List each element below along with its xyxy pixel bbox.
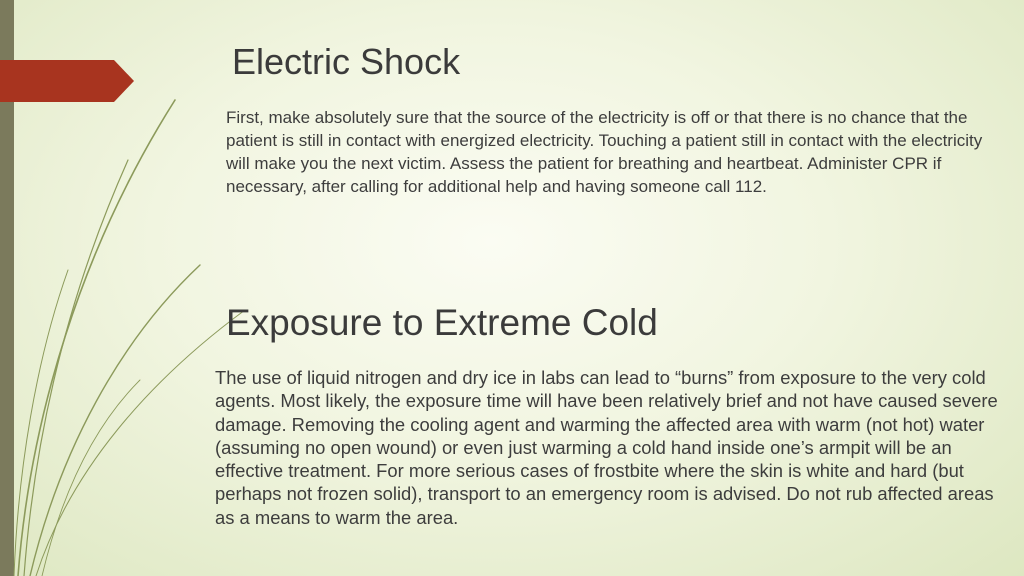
- accent-arrow-shape: [0, 60, 134, 102]
- extreme-cold-paragraph: The use of liquid nitrogen and dry ice in labs can lead to “burns” from exposure to the very cold agents. Most likely, the exposure time will have been relatively brief and not have caused severe damage. Removing the cooling agent and warming the affected area with warm (not hot) water (assuming no open wound) or even just warming a cold hand inside one’s armpit will be an effective treatment. For more serious cases of frostbite where the skin is white and hard (but perhaps not frozen solid), transport to an emergency room is advised. Do not rub affected areas as a means to warm the area.: [215, 367, 998, 528]
- electric-shock-heading: Electric Shock: [232, 41, 461, 82]
- extreme-cold-heading: Exposure to Extreme Cold: [226, 302, 658, 343]
- electric-shock-paragraph: First, make absolutely sure that the source of the electricity is off or that there is no chance that the patient is still in contact with energized electricity. Touching a patient still in contact with the electricity will make you the next victim. Assess the patient for breathing and heartbeat. Administer CPR if necessary, after calling for additional help and having someone call 112.: [226, 108, 983, 196]
